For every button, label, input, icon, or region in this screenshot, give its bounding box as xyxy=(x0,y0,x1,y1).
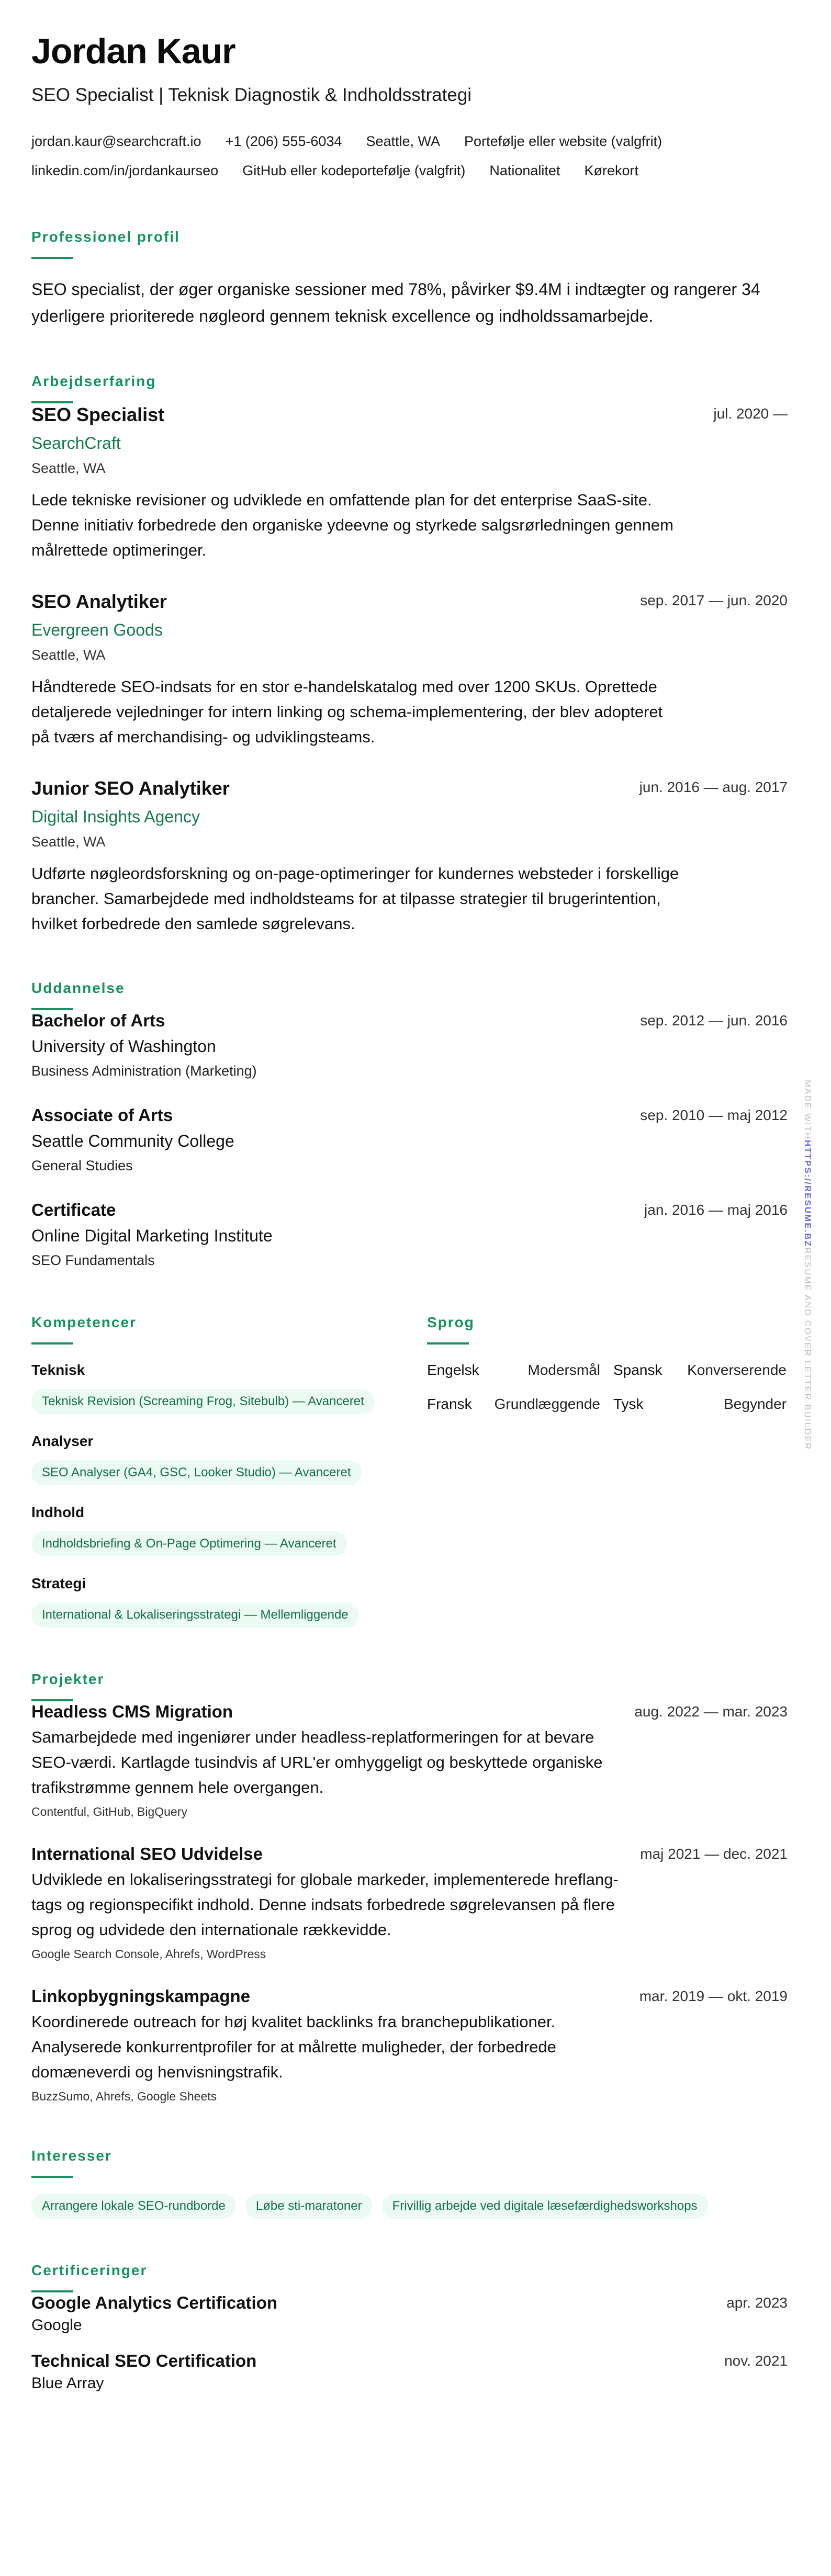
project-tools: Contentful, GitHub, BigQuery xyxy=(31,1805,187,1818)
section-divider xyxy=(31,1342,73,1345)
degree: Bachelor of Arts xyxy=(31,1011,165,1030)
skill-tag: Teknisk Revision (Screaming Frog, Sitebulb) — Avanceret xyxy=(31,1389,375,1414)
project-description: Udviklede en lokaliseringsstrategi for globale markeder, implementerede hreflang-tags og regionspecifikt indhold. Denne indsats forbedrede søgrelevansen på flere sprog og udvidede den internationale rækkevidde. xyxy=(31,1870,619,1939)
interest-tag: Frivillig arbejde ved digitale læsefærdighedsworkshops xyxy=(382,2194,708,2219)
language-name: Engelsk xyxy=(427,1362,479,1378)
work-entry xyxy=(31,403,788,563)
project-description: Samarbejdede med ingeniører under headless-replatformeringen for at bevare SEO-værdi. Kartlagde tusindvis af URL'er omhyggeligt og beskyttede organiske trafikstrømme gennem hele overgangen. xyxy=(31,1728,603,1797)
skill-tag: International & Lokaliseringsstrategi — Mellemliggende xyxy=(31,1602,359,1628)
project-entry xyxy=(31,1986,788,2104)
work-date: jun. 2016 — aug. 2017 xyxy=(639,779,788,795)
languages-section xyxy=(427,1313,788,1628)
project-date: mar. 2019 — okt. 2019 xyxy=(639,1988,788,2004)
language-item xyxy=(613,1361,787,1379)
company-name: Evergreen Goods xyxy=(31,620,163,639)
watermark-prefix: MADE WITH xyxy=(803,1080,813,1140)
watermark-suffix: RESUME AND COVER LETTER BUILDER xyxy=(803,1247,813,1451)
contact-github[interactable]: GitHub eller kodeportefølje (valgfrit) xyxy=(242,163,466,178)
education-date: sep. 2012 — jun. 2016 xyxy=(640,1012,788,1029)
job-title: SEO Specialist xyxy=(31,404,165,425)
company-name: SearchCraft xyxy=(31,434,121,453)
project-entry xyxy=(31,1701,788,1820)
work-section xyxy=(31,372,788,936)
skill-category: Teknisk xyxy=(31,1362,85,1378)
project-tools: Google Search Console, Ahrefs, WordPress xyxy=(31,1947,266,1961)
section-heading: Professionel profil xyxy=(31,229,180,245)
section-divider xyxy=(427,1342,469,1345)
field-of-study: SEO Fundamentals xyxy=(31,1252,155,1268)
job-location: Seattle, WA xyxy=(31,460,106,476)
project-date: maj 2021 — dec. 2021 xyxy=(640,1846,788,1862)
candidate-subtitle: SEO Specialist | Teknisk Diagnostik & Indholdsstrategi xyxy=(31,85,472,105)
language-name: Fransk xyxy=(427,1396,472,1412)
section-heading: Interesser xyxy=(31,2148,112,2164)
certification-date: apr. 2023 xyxy=(726,2295,788,2311)
section-heading: Sprog xyxy=(427,1314,475,1330)
job-title: SEO Analytiker xyxy=(31,591,167,612)
language-item xyxy=(427,1395,600,1413)
project-entry xyxy=(31,1844,788,1962)
contact-linkedin[interactable]: linkedin.com/in/jordankaurseo xyxy=(31,163,219,178)
skills-languages-row xyxy=(31,1313,788,1628)
language-level: Konverserende xyxy=(687,1362,787,1378)
degree: Associate of Arts xyxy=(31,1105,173,1125)
work-entry xyxy=(31,777,788,936)
interests-section xyxy=(31,2146,788,2219)
section-heading: Uddannelse xyxy=(31,980,125,996)
language-item xyxy=(427,1361,600,1379)
section-heading: Arbejdserfaring xyxy=(31,373,156,389)
interest-list xyxy=(31,2194,788,2219)
education-date: sep. 2010 — maj 2012 xyxy=(640,1107,788,1123)
education-entry xyxy=(31,1010,788,1080)
project-description: Koordinerede outreach for høj kvalitet backlinks fra branchepublikationer. Analyserede konkurrentprofiler for at målrette muligheder, der forbedrede domæneverdi og henvisningstrafik. xyxy=(31,2013,556,2081)
certification-issuer: Google xyxy=(31,2317,82,2334)
skill-tag: SEO Analyser (GA4, GSC, Looker Studio) — Avanceret xyxy=(31,1460,362,1485)
job-description: Lede tekniske revisioner og udviklede en omfattende plan for det enterprise SaaS-site. Denne initiativ forbedrede den organiske ydeevne og styrkede salgsrørledningen gennem målrettede optimeringer. xyxy=(31,491,673,559)
language-level: Grundlæggende xyxy=(494,1396,600,1412)
school: Seattle Community College xyxy=(31,1132,234,1150)
job-location: Seattle, WA xyxy=(31,647,106,663)
degree: Certificate xyxy=(31,1200,116,1219)
skills-section xyxy=(31,1313,427,1628)
school: Online Digital Marketing Institute xyxy=(31,1226,273,1245)
language-name: Tysk xyxy=(613,1396,644,1412)
project-title: Linkopbygningskampagne xyxy=(31,1986,251,2006)
certification-issuer: Blue Array xyxy=(31,2375,104,2392)
contact-portfolio[interactable]: Portefølje eller website (valgfrit) xyxy=(464,133,662,149)
skill-category: Analyser xyxy=(31,1433,94,1449)
education-section xyxy=(31,979,788,1269)
education-entry xyxy=(31,1200,788,1269)
interest-tag: Løbe sti-maratoner xyxy=(245,2194,373,2219)
certification-title: Technical SEO Certification xyxy=(31,2351,257,2370)
contact-phone[interactable]: +1 (206) 555-6034 xyxy=(225,133,342,149)
section-heading: Certificeringer xyxy=(31,2262,148,2278)
profile-section xyxy=(31,228,788,330)
section-divider xyxy=(31,2176,73,2178)
certification-date: nov. 2021 xyxy=(724,2353,788,2369)
section-divider xyxy=(31,257,73,259)
watermark-link[interactable]: HTTPS://RESUME.BZ xyxy=(803,1140,813,1248)
candidate-name: Jordan Kaur xyxy=(31,31,235,71)
job-title: Junior SEO Analytiker xyxy=(31,777,230,799)
language-item xyxy=(613,1395,787,1413)
contact-info xyxy=(31,127,788,185)
certification-entry xyxy=(31,2292,788,2335)
company-name: Digital Insights Agency xyxy=(31,807,200,826)
work-date: sep. 2017 — jun. 2020 xyxy=(640,592,788,608)
field-of-study: Business Administration (Marketing) xyxy=(31,1063,257,1079)
contact-nationality: Nationalitet xyxy=(489,163,560,178)
project-title: International SEO Udvidelse xyxy=(31,1844,263,1863)
work-date: jul. 2020 — xyxy=(713,405,788,422)
skill-category: Indhold xyxy=(31,1504,85,1520)
skill-category: Strategi xyxy=(31,1575,86,1591)
project-tools: BuzzSumo, Ahrefs, Google Sheets xyxy=(31,2089,217,2103)
resume-header xyxy=(31,30,788,185)
job-description: Håndterede SEO-indsats for en stor e-handelskatalog med over 1200 SKUs. Oprettede detaljerede vejledninger for intern linking og schema-implementering, der blev adopteret på tværs af merchandising- og udviklingsteams. xyxy=(31,677,663,746)
work-entry xyxy=(31,590,788,750)
field-of-study: General Studies xyxy=(31,1158,133,1173)
project-title: Headless CMS Migration xyxy=(31,1702,233,1721)
profile-summary: SEO specialist, der øger organiske sessioner med 78%, påvirker $9.4M i indtægter og rangerer 34 yderligere prioriterede nøgleord gennem teknisk excellence og indholdssamarbejde. xyxy=(31,280,760,325)
language-list xyxy=(427,1361,788,1413)
projects-section xyxy=(31,1670,788,2104)
watermark xyxy=(801,1080,814,1450)
project-date: aug. 2022 — mar. 2023 xyxy=(634,1703,788,1720)
school: University of Washington xyxy=(31,1037,216,1056)
education-entry xyxy=(31,1105,788,1174)
language-name: Spansk xyxy=(613,1362,662,1378)
job-description: Udførte nøgleordsforskning og on-page-optimeringer for kundernes websteder i forskellige brancher. Samarbejdede med indholdsteams for at tilpasse strategier til brugerintention, hvilket forbedrede den samlede søgrelevans. xyxy=(31,864,679,933)
section-heading: Projekter xyxy=(31,1671,105,1687)
section-heading: Kompetencer xyxy=(31,1314,137,1330)
certifications-section xyxy=(31,2261,788,2393)
language-level: Begynder xyxy=(724,1396,787,1412)
language-level: Modersmål xyxy=(527,1362,600,1378)
skill-tag: Indholdsbriefing & On-Page Optimering — Avanceret xyxy=(31,1531,347,1556)
job-location: Seattle, WA xyxy=(31,834,106,850)
certification-entry xyxy=(31,2351,788,2393)
education-date: jan. 2016 — maj 2016 xyxy=(644,1202,788,1218)
certification-title: Google Analytics Certification xyxy=(31,2293,278,2312)
contact-license: Kørekort xyxy=(584,163,638,178)
interest-tag: Arrangere lokale SEO-rundborde xyxy=(31,2194,236,2219)
contact-location: Seattle, WA xyxy=(366,133,441,149)
contact-email[interactable]: jordan.kaur@searchcraft.io xyxy=(31,133,201,149)
